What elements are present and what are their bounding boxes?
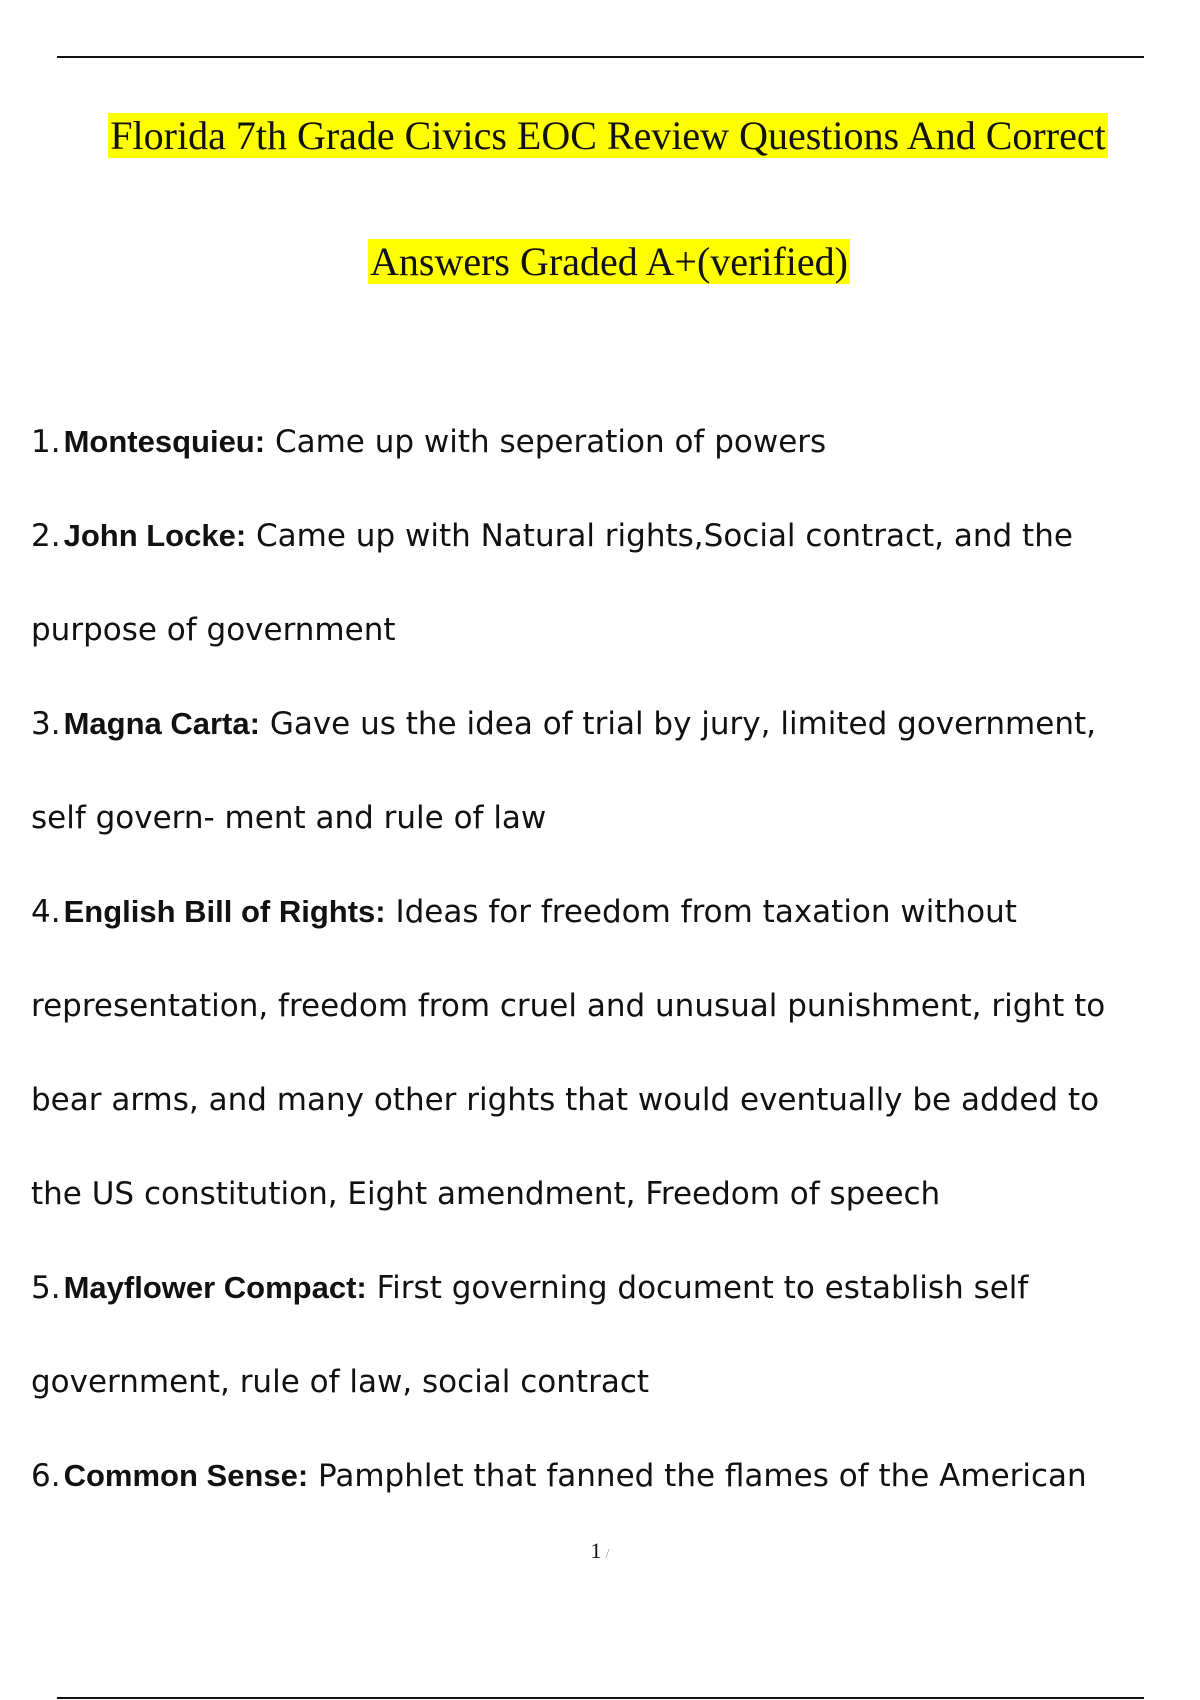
item-answer-continued: the US constitution, Eight amendment, Freedom of speech bbox=[31, 1176, 941, 1212]
item-number: 2. bbox=[31, 518, 61, 554]
bottom-rule bbox=[57, 1697, 1144, 1699]
page-number-value: 1 bbox=[590, 1538, 602, 1563]
item-number: 5. bbox=[31, 1270, 61, 1306]
list-item-montesquieu bbox=[31, 416, 1171, 510]
item-answer: Came up with seperation of powers bbox=[274, 424, 827, 460]
document-title-line-1 bbox=[0, 110, 1200, 162]
item-term: Mayflower Compact: bbox=[63, 1270, 367, 1305]
list-item-magna-carta bbox=[31, 698, 1171, 886]
item-term: Common Sense: bbox=[63, 1458, 309, 1493]
item-answer: First governing document to establish self bbox=[376, 1270, 1029, 1306]
item-term: Magna Carta: bbox=[63, 706, 260, 741]
item-answer: Ideas for freedom from taxation without bbox=[395, 894, 1017, 930]
item-line bbox=[31, 886, 1171, 980]
document-title-line-2 bbox=[0, 236, 1200, 288]
item-number: 1. bbox=[31, 424, 61, 460]
list-item-john-locke bbox=[31, 510, 1171, 698]
item-answer: Came up with Natural rights,Social contract, and the bbox=[256, 518, 1073, 554]
list-item-english-bill-of-rights bbox=[31, 886, 1171, 1262]
item-line bbox=[31, 1262, 1171, 1356]
item-number: 3. bbox=[31, 706, 61, 742]
item-line bbox=[31, 698, 1171, 792]
top-rule bbox=[57, 56, 1144, 58]
item-answer-continued: government, rule of law, social contract bbox=[31, 1364, 650, 1400]
item-term: English Bill of Rights: bbox=[63, 894, 386, 929]
item-answer-continued: purpose of government bbox=[31, 612, 396, 648]
item-term: Montesquieu: bbox=[63, 424, 266, 459]
page-number-mark: / bbox=[605, 1547, 610, 1562]
item-answer: Gave us the idea of trial by jury, limited government, bbox=[269, 706, 1096, 742]
item-answer-continued: bear arms, and many other rights that would eventually be added to bbox=[31, 1082, 1100, 1118]
item-line bbox=[31, 416, 1171, 510]
list-item-common-sense bbox=[31, 1450, 1171, 1544]
item-line bbox=[31, 1450, 1171, 1544]
qa-list bbox=[31, 416, 1171, 1544]
item-answer-continued: self govern- ment and rule of law bbox=[31, 800, 547, 836]
item-answer-continued: representation, freedom from cruel and unusual punishment, right to bbox=[31, 988, 1106, 1024]
item-answer: Pamphlet that fanned the flames of the American bbox=[318, 1458, 1087, 1494]
item-term: John Locke: bbox=[63, 518, 247, 553]
list-item-mayflower-compact bbox=[31, 1262, 1171, 1450]
item-line bbox=[31, 510, 1171, 604]
item-number: 4. bbox=[31, 894, 61, 930]
title-highlight-1: Florida 7th Grade Civics EOC Review Questions And Correct bbox=[110, 113, 1106, 158]
item-number: 6. bbox=[31, 1458, 61, 1494]
title-highlight-2: Answers Graded A+(verified) bbox=[370, 239, 848, 284]
page-number bbox=[0, 1538, 1200, 1564]
